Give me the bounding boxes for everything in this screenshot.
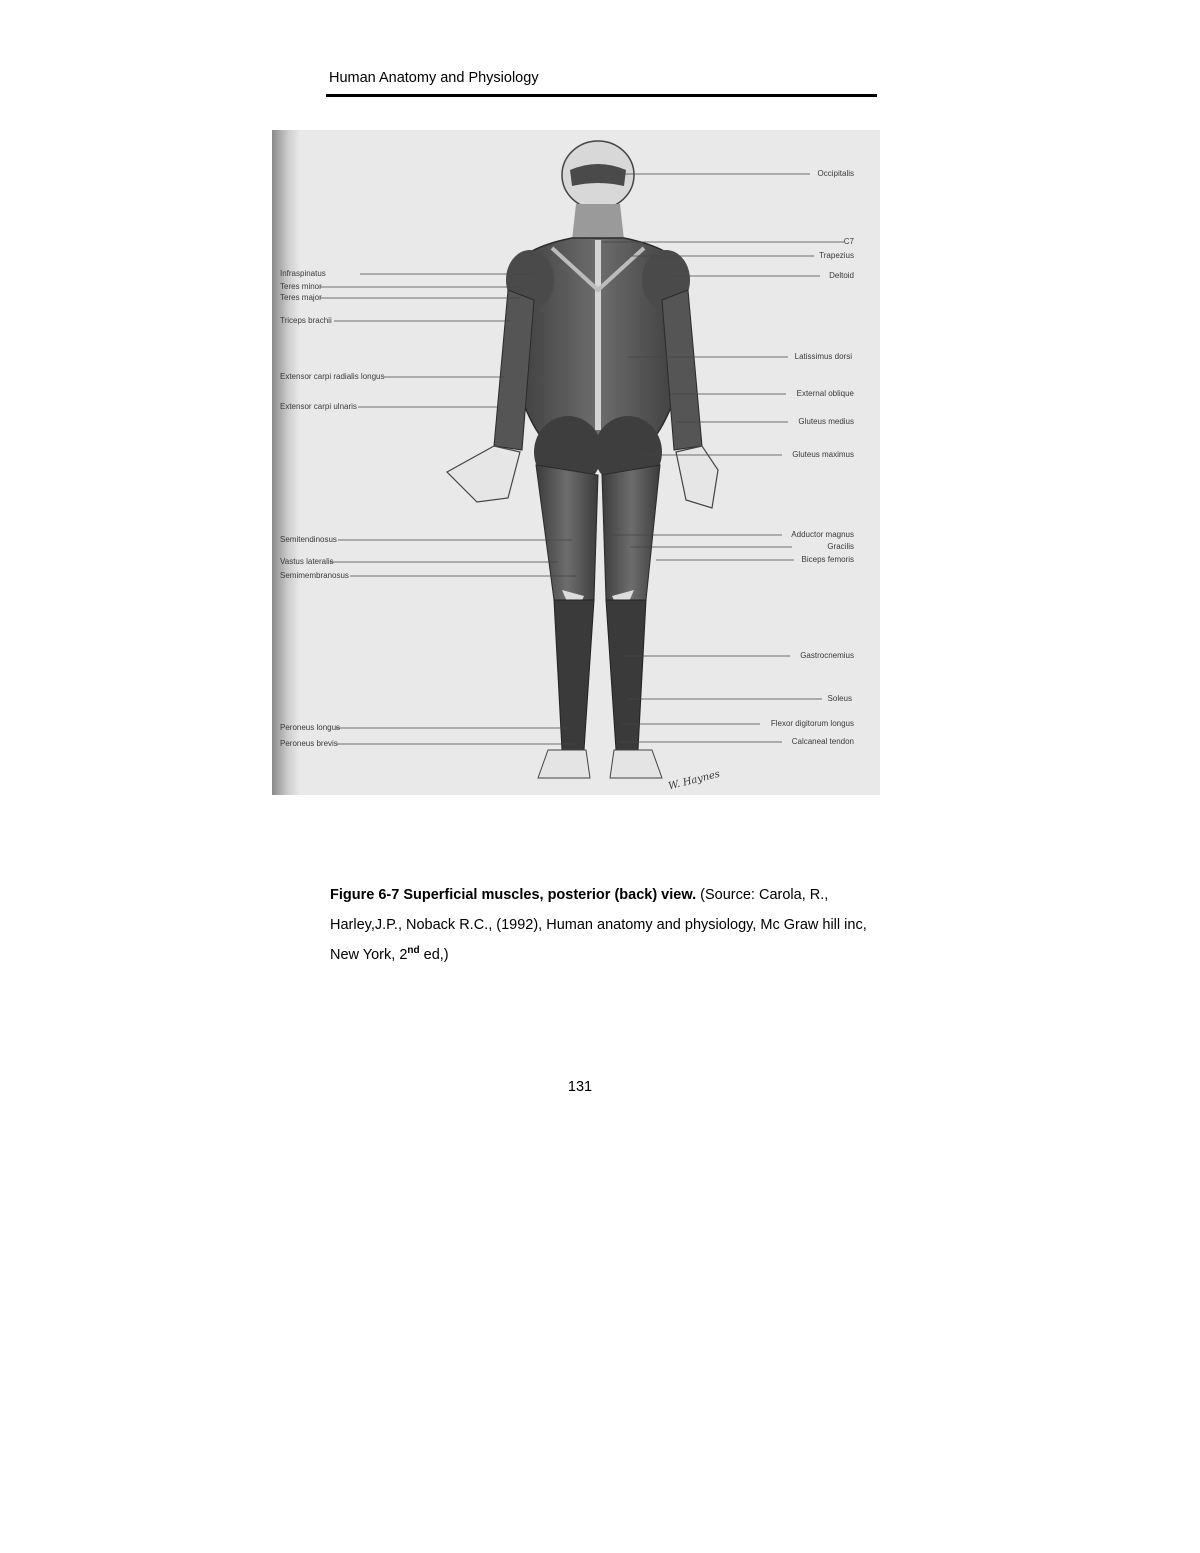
label-vastus-lateralis: Vastus lateralis <box>280 557 334 566</box>
label-external-oblique: External oblique <box>796 389 854 398</box>
label-trapezius: Trapezius <box>819 251 854 260</box>
label-deltoid: Deltoid <box>829 271 854 280</box>
label-c7: C7 <box>843 237 854 246</box>
left-hand <box>447 446 520 502</box>
label-gastrocnemius: Gastrocnemius <box>800 651 854 660</box>
header-rule <box>326 94 877 97</box>
running-header: Human Anatomy and Physiology <box>329 70 539 86</box>
label-calcaneal-tendon: Calcaneal tendon <box>791 737 854 746</box>
label-peroneus-longus: Peroneus longus <box>280 723 341 732</box>
body-illustration <box>272 130 880 795</box>
label-biceps-femoris: Biceps femoris <box>801 555 854 564</box>
left-upper-forearm <box>494 290 534 450</box>
figure-caption <box>330 880 878 970</box>
label-triceps-brachii: Triceps brachii <box>280 316 332 325</box>
left-foot <box>538 750 590 778</box>
label-gracilis: Gracilis <box>827 542 854 551</box>
label-peroneus-brevis: Peroneus brevis <box>280 739 338 748</box>
label-gluteus-medius: Gluteus medius <box>798 417 854 426</box>
label-latissimus-dorsi: Latissimus dorsi <box>794 352 852 361</box>
anatomy-figure <box>272 130 880 795</box>
right-upper-forearm <box>662 290 702 450</box>
label-occipitalis: Occipitalis <box>817 169 854 178</box>
label-gluteus-maximus: Gluteus maximus <box>792 450 854 459</box>
label-semimembranosus: Semimembranosus <box>280 571 349 580</box>
label-teres-major: Teres major <box>280 293 322 302</box>
occipitalis-shape <box>570 164 626 186</box>
label-flexor-digitorum-longus: Flexor digitorum longus <box>770 719 854 728</box>
label-semitendinosus: Semitendinosus <box>280 535 337 544</box>
caption-source: (Source: Carola, R., Harley,J.P., Noback R.C., (1992), Human anatomy and physiology, Mc Graw hill inc, New York, 2 <box>330 887 867 963</box>
body-figure <box>447 141 718 778</box>
right-foot <box>610 750 662 778</box>
neck <box>572 204 624 240</box>
caption-superscript: nd <box>407 945 420 957</box>
spine-shadow <box>272 130 300 795</box>
label-extensor-carpi-ulnaris: Extensor carpi ulnaris <box>280 402 357 411</box>
page-number: 131 <box>567 1079 593 1095</box>
left-thigh <box>536 465 598 600</box>
right-calf <box>606 600 646 750</box>
label-adductor-magnus: Adductor magnus <box>791 530 854 539</box>
artist-signature: W. Haynes <box>667 768 722 793</box>
label-teres-minor: Teres minor <box>280 282 322 291</box>
label-soleus: Soleus <box>827 694 852 703</box>
label-infraspinatus: Infraspinatus <box>280 269 326 278</box>
caption-title: Figure 6-7 Superficial muscles, posterior (back) view. <box>330 887 697 903</box>
right-thigh <box>602 465 660 600</box>
label-extensor-carpi-radialis-longus: Extensor carpi radialis longus <box>280 372 385 381</box>
caption-source-end: ed,) <box>419 947 449 963</box>
left-calf <box>554 600 594 750</box>
